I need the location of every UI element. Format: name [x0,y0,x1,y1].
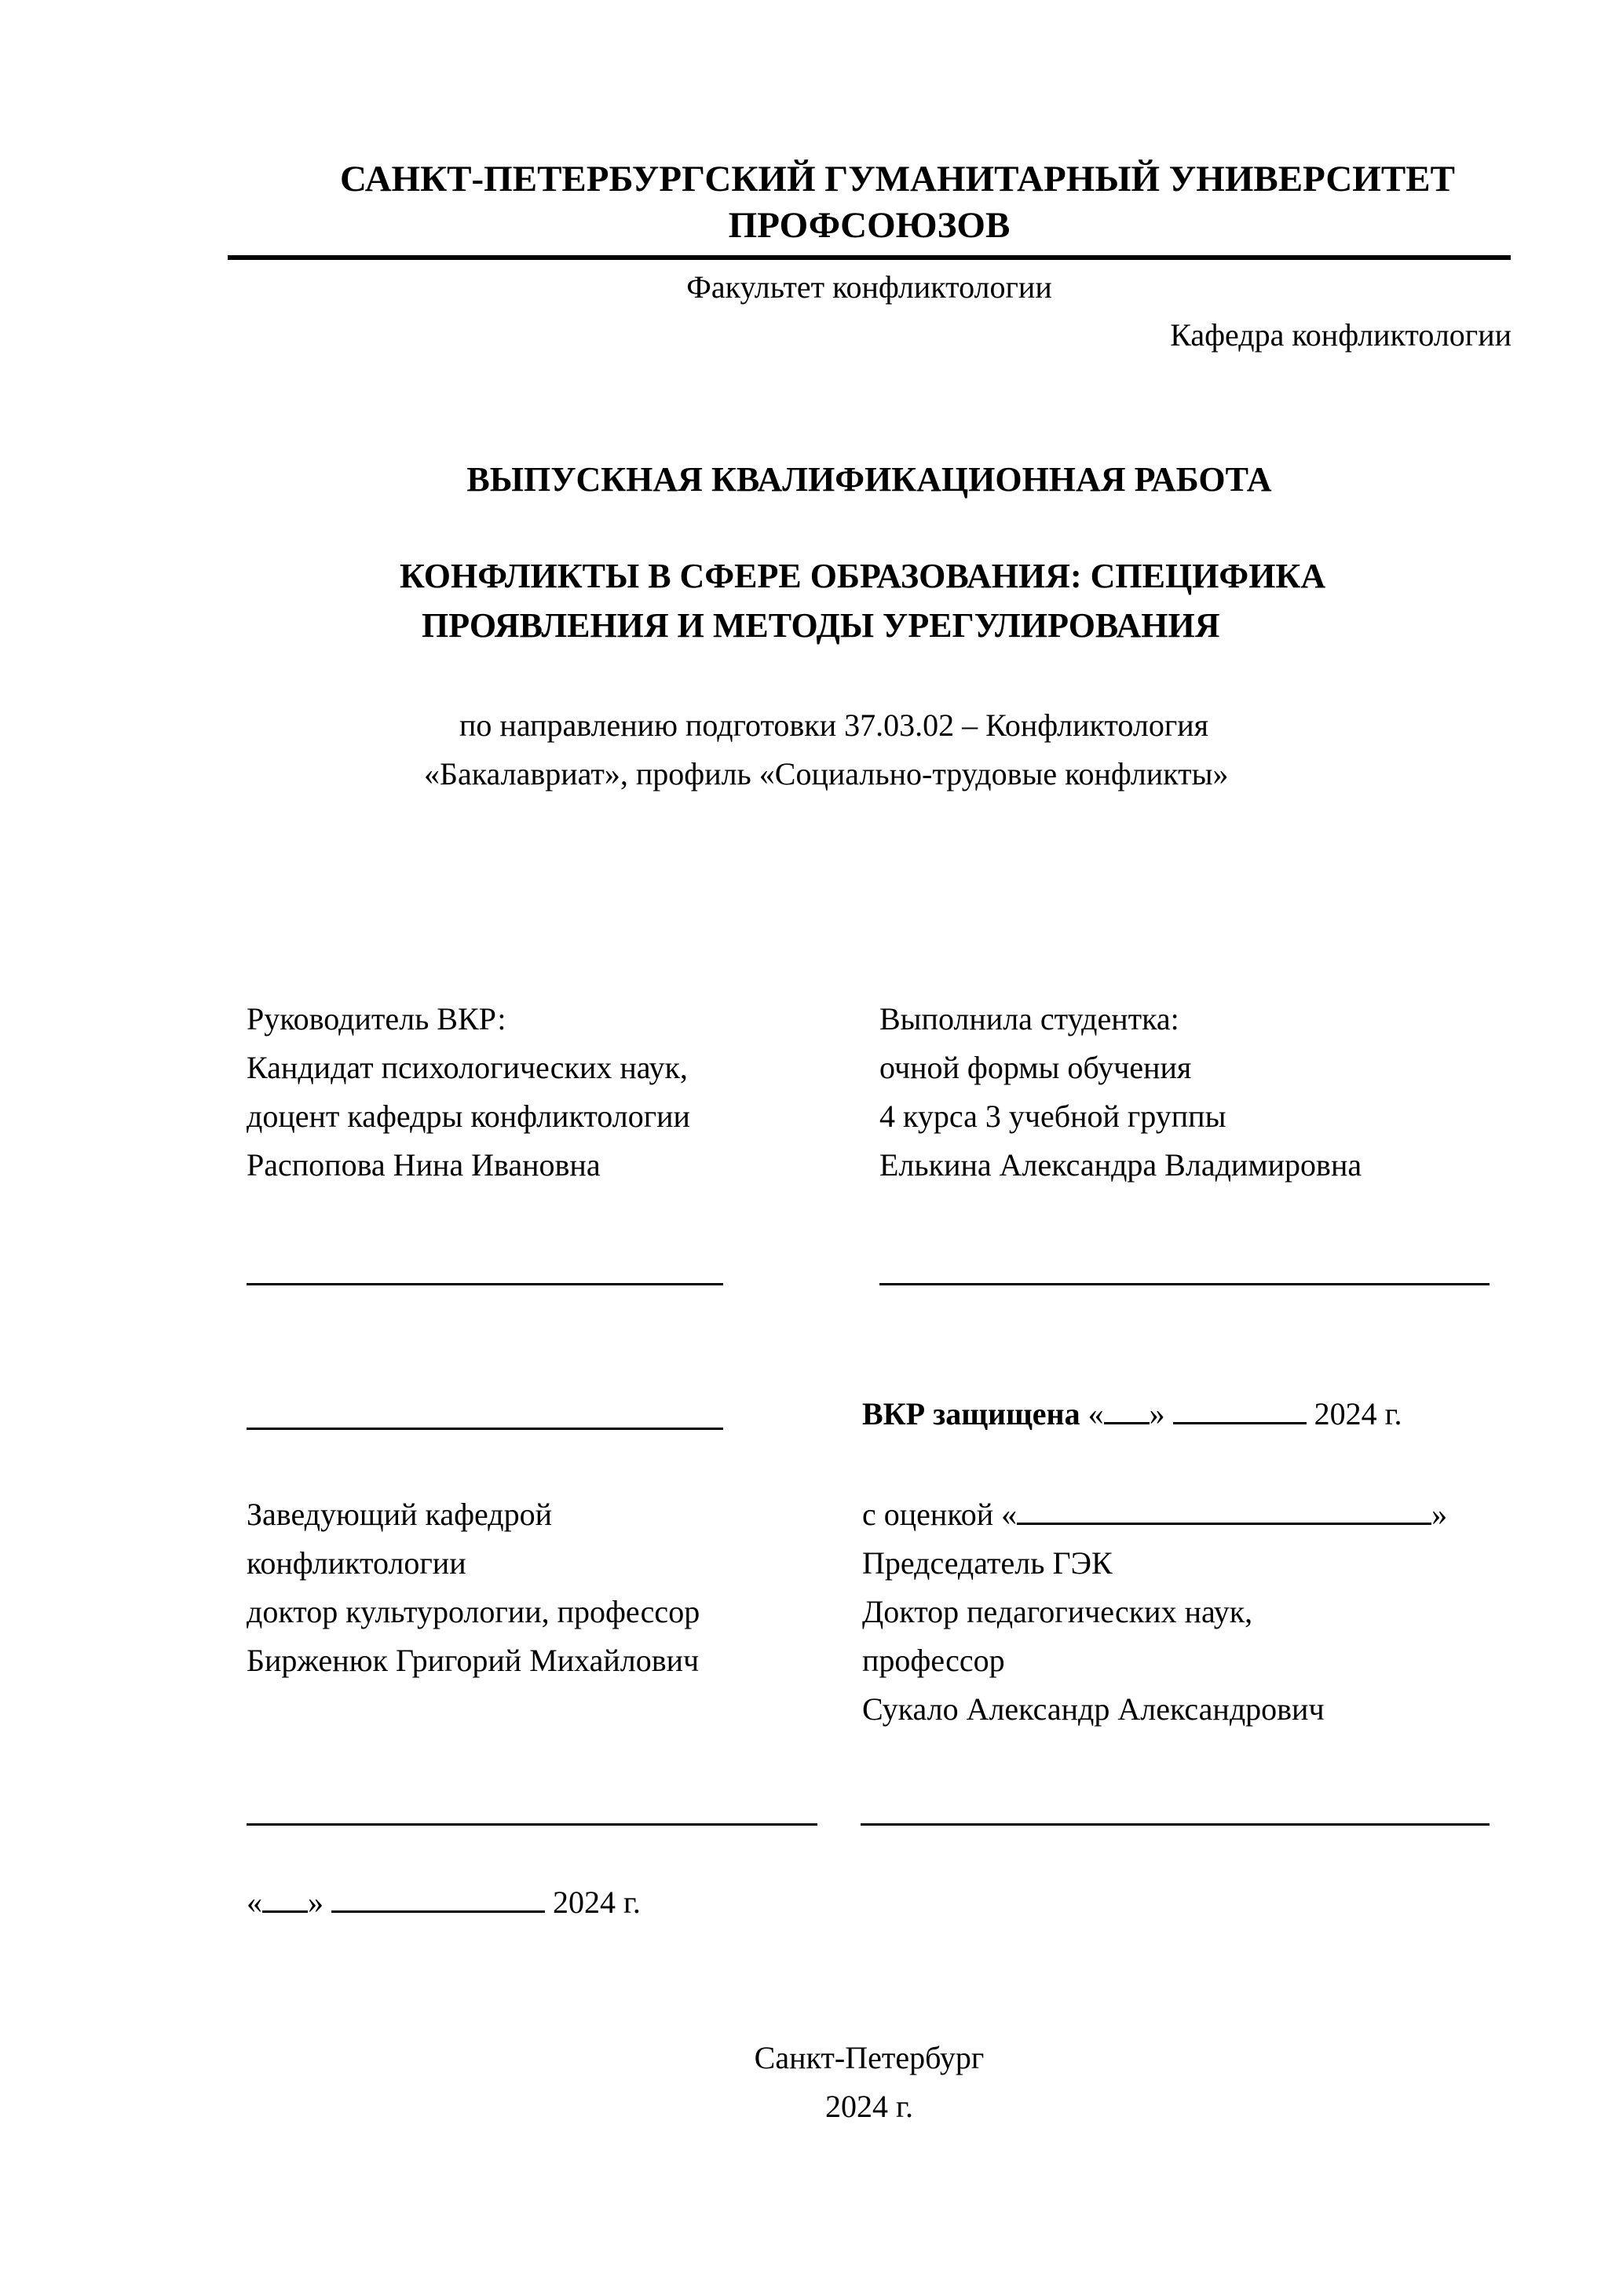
head-of-department-block [247,1490,700,1685]
defense-close-quote: » [1149,1396,1165,1431]
department-name: Кафедра конфликтологии [1170,317,1512,353]
grade-blank[interactable] [1017,1499,1431,1525]
defense-day-blank[interactable] [1104,1398,1150,1424]
date-year: 2024 г. [553,1885,641,1920]
topic-title-line1: КОНФЛИКТЫ В СФЕРЕ ОБРАЗОВАНИЯ: СПЕЦИФИКА [400,557,1326,595]
supervisor-block [247,995,690,1190]
head-title-line1: Заведующий кафедрой [247,1497,553,1532]
grade-prefix: с оценкой « [862,1497,1018,1532]
header-rule [228,255,1511,260]
date-day-blank[interactable] [262,1887,308,1913]
date-close-quote: » [308,1885,324,1920]
commission-chair-title: Председатель ГЭК [862,1545,1113,1581]
supervisor-signature-line[interactable] [247,1283,723,1285]
student-label: Выполнила студентка: [879,1001,1179,1036]
defense-line [862,1390,1402,1439]
commission-block [862,1490,1447,1734]
topic-title-line2: ПРОЯВЛЕНИЯ И МЕТОДЫ УРЕГУЛИРОВАНИЯ [422,606,1220,645]
supervisor-name: Распопова Нина Ивановна [247,1147,601,1183]
approval-date-line [247,1878,641,1927]
defense-year: 2024 г. [1314,1396,1402,1431]
student-signature-line[interactable] [879,1283,1490,1285]
study-direction-line2: «Бакалавриат», профиль «Социально-трудовые конфликты» [424,756,1229,792]
supervisor-degree: Кандидат психологических наук, [247,1050,688,1085]
commission-chair-name: Сукало Александр Александрович [862,1691,1325,1727]
student-study-form: очной формы обучения [879,1050,1192,1085]
head-title-line2: конфликтологии [247,1545,466,1581]
commission-chair-degree: Доктор педагогических наук, [862,1594,1253,1629]
grade-suffix: » [1431,1497,1448,1532]
student-name: Елькина Александра Владимировна [879,1147,1362,1183]
supervisor-date-line[interactable] [247,1428,723,1430]
commission-chair-rank: профессор [862,1643,1005,1678]
defense-label: ВКР защищена [862,1396,1080,1431]
defense-open-quote: « [1087,1396,1104,1431]
student-block [879,995,1362,1190]
university-name-line1: САНКТ-ПЕТЕРБУРГСКИЙ ГУМАНИТАРНЫЙ УНИВЕРСИТЕТ [340,159,1455,199]
date-open-quote: « [247,1885,262,1920]
supervisor-label: Руководитель ВКР: [247,1001,506,1036]
study-direction-line1: по направлению подготовки 37.03.02 – Конфликтология [459,707,1209,743]
faculty-name: Факультет конфликтологии [686,269,1052,305]
university-name-line2: ПРОФСОЮЗОВ [728,205,1011,246]
student-group: 4 курса 3 учебной группы [879,1099,1226,1134]
head-name: Бирженюк Григорий Михайлович [247,1643,700,1678]
head-degree: доктор культурологии, профессор [247,1594,700,1629]
supervisor-position: доцент кафедры конфликтологии [247,1099,690,1134]
footer-year: 2024 г. [825,2089,913,2124]
defense-month-blank[interactable] [1173,1398,1307,1424]
date-month-blank[interactable] [331,1887,545,1913]
work-type-title: ВЫПУСКНАЯ КВАЛИФИКАЦИОННАЯ РАБОТА [466,460,1272,499]
head-signature-line[interactable] [247,1823,817,1826]
commission-chair-signature-line[interactable] [861,1823,1490,1826]
footer-city: Санкт-Петербург [754,2040,985,2075]
